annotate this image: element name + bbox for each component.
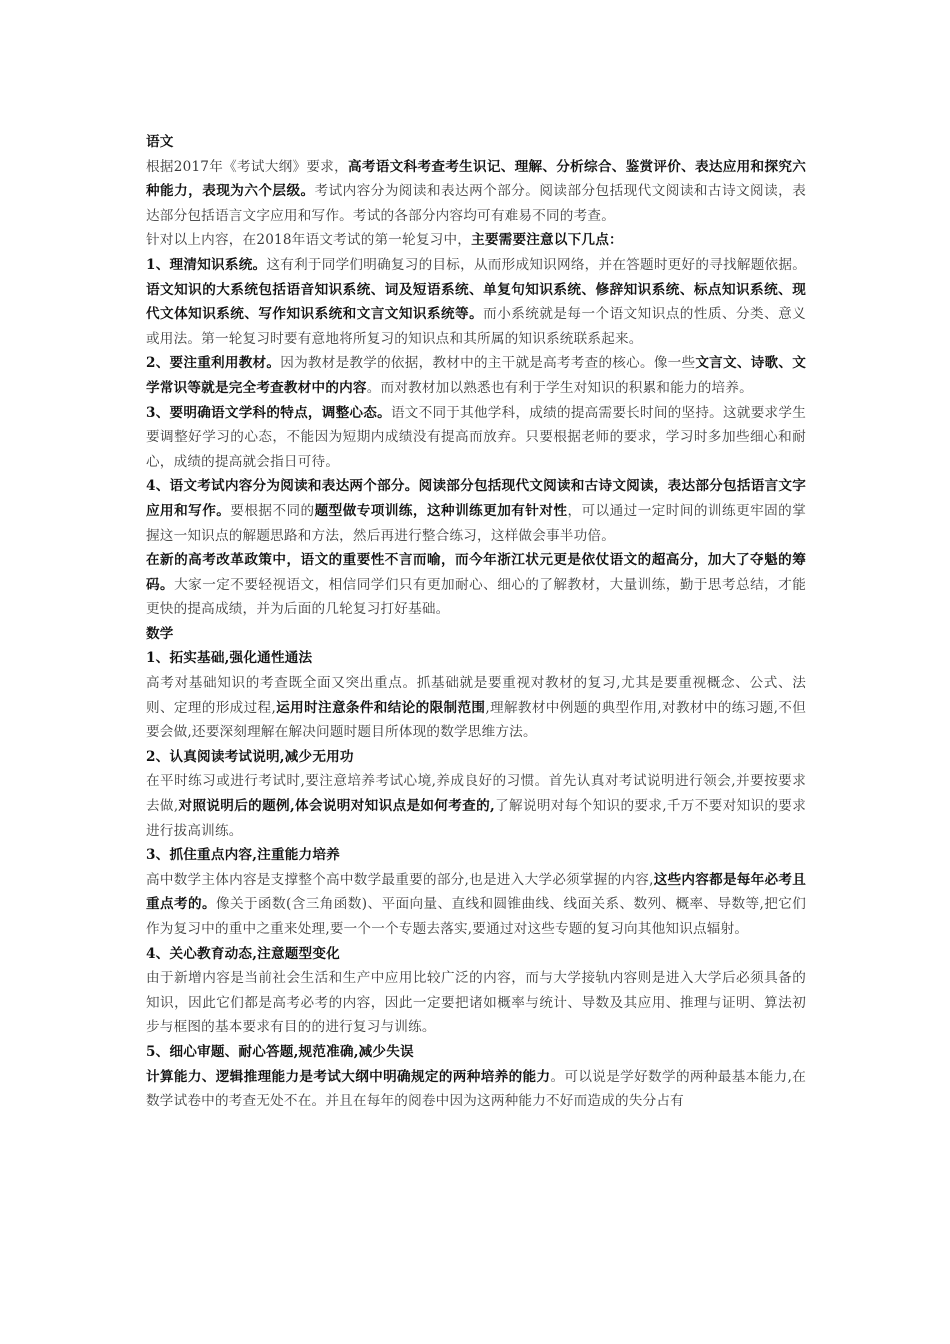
chinese-review-intro <box>146 228 806 253</box>
math-point-2-text: 在平时练习或进行考试时,要注意培养考试心境,养成良好的习惯。首先认真对考试说明进行领会,并要按要求去做, <box>146 773 806 815</box>
chinese-point-2-text: 因为教材是教学的依据，教材中的主干就是高考考查的核心。像一些 <box>280 355 696 372</box>
math-point-1-bold: 运用时注意条件和结论的限制范围 <box>276 699 486 716</box>
chinese-point-4-bold: 题型做专项训练，这种训练更加有针对性 <box>314 502 568 519</box>
chinese-point-4 <box>146 474 806 548</box>
math-point-3-paragraph <box>146 868 806 942</box>
chinese-point-4-text: ，可以通过一定时间的训练更牢固的掌握这一知识点的解题思路和方法，然后再进行整合练习，这样做会事半功倍。 <box>146 502 807 544</box>
chinese-conclusion-text: 大家一定不要轻视语文，相信同学们只有更加耐心、细心的了解教材，大量训练，勤于思考总结，才能更快的提高成绩，并为后面的几轮复习打好基础。 <box>146 576 807 618</box>
chinese-point-1-text: 而小系统就是每一个语文知识点的性质、分类、意义或用法。第一轮复习时要有意地将所复习的知识点和其所属的知识系统联系起来。 <box>146 306 806 347</box>
chinese-conclusion-bold: 在新的高考改革政策中，语文的重要性不言而喻，而今年浙江状元更是依仗语文的超高分，加大了夺魁的筹码。 <box>146 552 806 593</box>
math-point-1-text: 高考对基础知识的考查既全面又突出重点。抓基础就是要重视对教材的复习,尤其是要重视概念、公式、法则、定理的形成过程, <box>146 675 806 716</box>
chinese-intro-bold: 高考语文科考查考生识记、理解、分析综合、鉴赏评价、表达应用和探究六种能力，表现为六个层级。 <box>146 158 806 200</box>
document-page <box>146 130 806 1114</box>
chinese-review-text: 针对以上内容，在2018年语文考试的第一轮复习中， <box>146 232 472 249</box>
math-point-3-text: 高中数学主体内容是支撑整个高中数学最重要的部分,也是进入大学必须掌握的内容, <box>146 871 654 888</box>
chinese-intro-text: 根据2017年《考试大纲》要求， <box>146 158 349 175</box>
math-point-1-paragraph <box>146 671 806 745</box>
math-point-3-heading: 3、抓住重点内容,注重能力培养 <box>146 847 340 864</box>
math-point-4-heading: 4、关心教育动态,注意题型变化 <box>146 945 340 962</box>
math-point-2-bold: 对照说明后的题例,体会说明对知识点是如何考查的, <box>178 798 495 815</box>
math-point-2-paragraph <box>146 769 806 843</box>
chinese-intro-paragraph <box>146 155 806 229</box>
math-point-1-heading: 1、拓实基础,强化通性通法 <box>146 650 313 667</box>
chinese-point-1-bold: 语文知识的大系统包括语音知识系统、词及短语系统、单复句知识系统、修辞知识系统、标点知识系统、现代文体知识系统、写作知识系统和文言文知识系统等。 <box>146 281 806 323</box>
chinese-point-2-text: 。而对教材加以熟悉也有利于学生对知识的积累和能力的培养。 <box>366 379 753 396</box>
math-point-4-text: 由于新增内容是当前社会生活和生产中应用比较广泛的内容，而与大学接轨内容则是进入大学后必须具备的知识，因此它们都是高考必考的内容，因此一定要把诸如概率与统计、导数及其应用、推理与证明、算法初步与框图的基本要求有目的的进行复习与训练。 <box>146 970 806 1036</box>
chinese-point-1-text: 这有利于同学们明确复习的目标，从而形成知识网络，并在答题时更好的寻找解题依据。 <box>266 256 807 273</box>
math-point-4-paragraph <box>146 966 806 1040</box>
chinese-review-bold: 主要需要注意以下几点： <box>471 232 623 249</box>
chinese-point-1 <box>146 253 806 351</box>
chinese-point-1-heading: 1、理清知识系统。 <box>146 256 267 273</box>
chinese-point-3 <box>146 401 806 475</box>
math-point-5-bold: 计算能力、逻辑推理能力是考试大纲中明确规定的两种培养的能力 <box>146 1068 551 1085</box>
chinese-point-4-text: 要根据不同的 <box>230 502 315 519</box>
chinese-intro-text: 考试内容分为阅读和表达两个部分。阅读部分包括现代文阅读和古诗文阅读，表达部分包括语言文字应用和写作。考试的各部分内容均可有难易不同的考查。 <box>146 183 806 224</box>
chinese-conclusion <box>146 548 806 622</box>
chinese-point-3-text: 语文不同于其他学科，成绩的提高需要长时间的坚持。这就要求学生要调整好学习的心态，不能因为短期内成绩没有提高而放弃。只要根据老师的要求，学习时多加些细心和耐心，成绩的提高就会指日可待。 <box>146 404 807 470</box>
math-point-3-text: 像关于函数(含三角函数)、平面向量、直线和圆锥曲线、线面关系、数列、概率、导数等,把它们作为复习中的重中之重来处理,要一个一个专题去落实,要通过对这些专题的复习向其他知识点辐射。 <box>146 896 807 937</box>
chinese-point-4-heading: 4、语文考试内容分为阅读和表达两个部分。阅读部分包括现代文阅读和古诗文阅读，表达部分包括语言文字应用和写作。 <box>146 478 806 519</box>
chinese-section-title: 语文 <box>146 134 174 150</box>
math-point-5-heading: 5、细心审题、耐心答题,规范准确,减少失误 <box>146 1043 414 1060</box>
math-point-5-text: 。可以说是学好数学的两种最基本能力,在数学试卷中的考查无处不在。并且在每年的阅卷中因为这两种能力不好而造成的失分占有 <box>146 1068 806 1110</box>
chinese-point-3-heading: 3、要明确语文学科的特点，调整心态。 <box>146 404 391 421</box>
math-point-2-heading: 2、认真阅读考试说明,减少无用功 <box>146 748 354 765</box>
math-point-3-bold: 这些内容都是每年必考且重点考的。 <box>146 871 806 913</box>
math-point-2-text: 了解说明对每个知识的要求,千万不要对知识的要求进行拔高训练。 <box>146 798 807 839</box>
math-point-1-text: ,理解教材中例题的典型作用,对教材中的练习题,不但要会做,还要深刻理解在解决问题时题目所体现的数学思维方法。 <box>146 699 807 741</box>
chinese-point-2-heading: 2、要注重利用教材。 <box>146 355 281 372</box>
math-point-5-paragraph <box>146 1065 806 1114</box>
chinese-point-2 <box>146 351 806 400</box>
math-section-title: 数学 <box>146 625 174 642</box>
chinese-point-2-bold: 文言文、诗歌、文学常识等就是完全考查教材中的内容 <box>146 355 806 396</box>
